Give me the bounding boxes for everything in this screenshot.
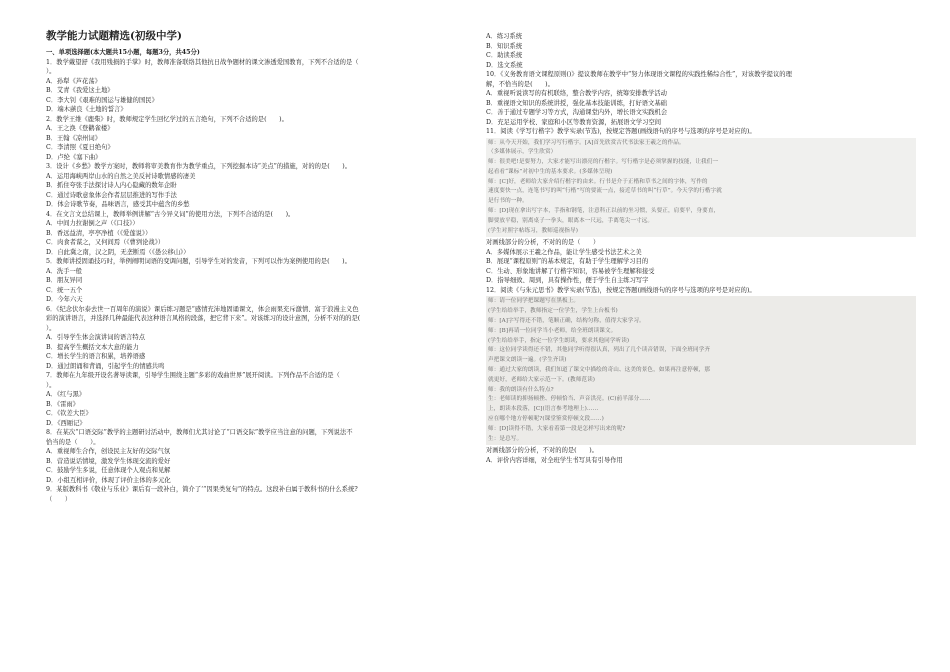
left-column <box>46 48 470 504</box>
text-line: （多媒体展示，学生欣赏） <box>488 149 557 156</box>
text-line: C．增长学生的语言积累，培养语感 <box>46 353 146 360</box>
text-line: C．《钦差大臣》 <box>46 410 92 417</box>
text-line: 4．在文言文总结课上，教师举例讲解“古今异义词”的使用方法，下列不合适的是( )。 <box>46 210 295 218</box>
text-line: 声把课文朗读一遍。(学生齐读) <box>488 357 567 364</box>
text-line: 生：是总写。 <box>488 435 523 442</box>
text-line: A．重视听说读写的有机联络，整合教学内容，统筹安排教学活动 <box>486 90 667 97</box>
text-line: 解，不恰当的是( )。 <box>486 80 554 88</box>
text-line: 师：我的朗读有什么特点? <box>488 386 554 393</box>
text-line: C．统一五个 <box>46 286 83 294</box>
text-line: C．肉食者谋之，又何间焉（《曹刿论战》） <box>46 239 165 246</box>
text-line: （ ） <box>46 495 72 503</box>
text-line: 就更好，老师给大家示范一下。(教师范读) <box>488 376 596 383</box>
text-line: B．《雷雨》 <box>46 400 79 408</box>
text-line: 师：[D]现在拿出写字本，手指和钢笔，注意科正以前的坐习惯，头要正，肩要平，身要直， <box>488 208 720 215</box>
text-line: 应在哪个地方停顿呢?(课堂鉴赏停顿文段……) <box>488 416 604 423</box>
text-line: D．小组互相评价，体现了评价主体的多元化 <box>46 476 171 484</box>
text-line: A．运用海峡两岸山水的自然之美反衬诗歌情感的凄美 <box>46 172 196 180</box>
text-line: C．鼓励学生多说，任意体现个人观点和见解 <box>46 467 171 474</box>
text-line: A．练习系统 <box>486 33 523 40</box>
text-line: 师：[C]好，老师给大家介绍行楷字的由来。行书是介于正楷和草书之间的字体，写作的 <box>488 178 708 185</box>
text-line: 生：老师读的抑扬顿挫、停顿恰当、声音洪亮。(C)前半部分…… <box>488 396 651 403</box>
text-line: A．《红与黑》 <box>46 391 86 398</box>
text-line: 师：[B]再请一位同学当小老师，给全班朗读课文。 <box>488 327 617 334</box>
scanned-transcript-excerpt-1 <box>486 138 916 238</box>
text-line: 对画线部分的分析，不对的的是( )。 <box>486 447 598 455</box>
text-line: B．展现“课程原则”的基本规定，有助于学生理解学习目的 <box>486 258 649 266</box>
right-column <box>486 32 916 465</box>
text-line: 10．《义务教育语文课程原则()》提议教师在教学中“努力体现语文课程的实践性稀综合性”，对该教学提议的理 <box>486 71 792 78</box>
text-line: B．艾青《我爱这土地》 <box>46 87 114 94</box>
text-line: D．体会诗歌节奏，品味语言，感受其中蕴含的乡愁 <box>46 201 190 208</box>
text-line: 1．教学戴望舒《我用残损的手掌》时，教师准备联络其他抗日战争题材的课文渗透爱国教育，下列不合适的是（ <box>46 58 359 66</box>
text-line: C．生动、形象地讲解了行楷字知识，容易被学生理解和接受 <box>486 267 655 275</box>
text-line: 彩的演讲语言，并选择几种最能代表这种语言风格的段落，把它背下来”。对该练习的设计意图，分析不对的的是( <box>46 315 361 322</box>
text-line: A．多媒体展示王羲之作品，能让学生感受书法艺术之美 <box>486 248 642 256</box>
left-question-lines <box>46 58 470 505</box>
text-line: 9．某版教科书《敬业与乐业》课后有一段补白，简介了‘“因果类复句”的特点。这段补白属于教科书的什么系统? <box>46 486 358 493</box>
text-line: D．今年六天 <box>46 296 83 303</box>
text-line: 速度要快一点，连笔书写的叫“行楷”写的要流一点，接近草书的叫“行草”。今天学的行楷字就 <box>488 188 722 195</box>
text-line: B．香远益清，亭亭净植（《爱莲说》） <box>46 229 152 237</box>
text-line: D．端木蕻良《土地的誓言》 <box>46 106 127 113</box>
text-line: 12．阅读《与朱元思书》教学实录(节选)，按规定答题(画线语句的序号与选项的序号是对应的)。 <box>486 286 756 294</box>
text-line: B．提高学生概括文本大意的能力 <box>46 343 139 351</box>
text-line: B．王翰《凉州词》 <box>46 134 102 142</box>
text-line: 上，朗读本段落，[C](语言参考地理上)…… <box>488 406 599 413</box>
text-line: B．抓住夸张手法探讨诗人内心隐藏的数年企盼 <box>46 182 177 189</box>
text-line: A．评价内容详细，对全班学生书写具有引导作用 <box>486 456 623 464</box>
text-line: 恰当的是（ ）。 <box>46 438 100 446</box>
text-line: D．选文系统 <box>486 61 523 69</box>
text-line: 师：很美吧!是要努力，大家才能写出漂亮的行楷字。写行楷字是必须掌握的技能，让我们一 <box>488 159 719 166</box>
scanned-transcript-excerpt-2 <box>486 296 916 445</box>
text-line: 3．设计《乡愁》教学方案时，教师将审美教育作为教学重点，下列挖掘本诗“美点”的措施，对的的是( )。 <box>46 163 352 170</box>
text-line: 对画线部分的分析，不对的的是（ ） <box>486 239 600 247</box>
text-line: B．营造说话情境，激发学生体现交流的爱好 <box>46 457 171 465</box>
right-question-lines-mid <box>486 238 916 295</box>
text-line: 11．阅读《学写行楷字》教学实录(节选)，按规定答题(画线语句的序号与选项的序号是对应的)。 <box>486 128 756 135</box>
text-line: 脚要放平稳，别离桌子一拳头，眼离本一尺远，手离笔尖一寸远。 <box>488 217 654 224</box>
text-line: (学生给给举手，指定一位学生朗读，要求其他同学听读) <box>488 337 630 344</box>
text-line: 7．教师在九年级开设名著导读课，引导学生围绕主题“多彩的戏曲世界”展开阅读。下列作品不合适的是（ <box>46 372 340 379</box>
text-line: B．朋友异同 <box>46 277 83 284</box>
text-line: 是行书的一种。 <box>488 198 528 205</box>
text-line: D．通过朗诵和背诵，引起学生的情感共鸣 <box>46 362 165 370</box>
text-line: 师：这位同学读得还不错，其他同学听得很认真，列出了几个读音错误，下面全班同学齐 <box>488 347 711 354</box>
text-line: D．《西厢记》 <box>46 419 86 427</box>
text-line: D．充足运用学校、家庭和小区等教育资源，拓展语文学习空间 <box>486 118 662 126</box>
text-line: (学生给给举手，教师指定一位学生，学生上台板书) <box>488 308 618 315</box>
text-line: D．卢纶《塞下曲》 <box>46 153 102 161</box>
text-line: C．李清照《夏日绝句》 <box>46 144 114 151</box>
text-line: B．知识系统 <box>486 42 523 50</box>
text-line: 2．教学王维《鹿柴》时，教师规定学生回忆学过的五言绝句，下列不合适的是( )。 <box>46 115 288 123</box>
text-line: D．指导细致、周到，具有操作性，便于学生自主练习写字 <box>486 277 649 285</box>
text-line: 师：[D]读得不错，大家看着第一段是怎样写出来的呢? <box>488 425 626 432</box>
text-line: 师：[A]字写得还不错，笔顺正确，结构匀称，值得大家学习。 <box>488 318 645 325</box>
text-line: 5．教师讲授固诵技巧时，举例阐明词语的变调问题，引导学生对的发音，下列可以作为案例使用的是( )。 <box>46 258 351 265</box>
text-line: A．王之涣《登鹳雀楼》 <box>46 125 114 132</box>
text-line: D．自此冀之南，汉之阴，无垄断焉（《愚公移山》） <box>46 248 190 256</box>
right-question-lines-bottom <box>486 446 916 465</box>
section-title: 一、单项选择题(本大题共15小题，每题3分，共45分) <box>46 49 200 56</box>
text-line: 8．在某次“口语交际”教学的主题研讨活动中，教师们尤其讨论了“口语交际”教学应当注意的问题，下列说法不 <box>46 429 353 436</box>
text-line: 起看看“课标”对初中生的基本要求。(多媒体呈现) <box>488 168 613 175</box>
text-line: ）。 <box>46 381 56 389</box>
text-line: 师：从今天开始，我们学习写行楷字。[A]首先欣赏古代书法家王羲之的作品。 <box>488 139 685 146</box>
text-line: 师：请一位同学把课题写在黑板上。 <box>488 298 580 305</box>
text-line: (学生对照字帖练习，教师巡视指导) <box>488 227 578 234</box>
text-line: C．李大钊《艰难的国运与雄健的国民》 <box>46 96 158 104</box>
text-line: B．重视语文知识的系统讲授，强化基本技能训练，打好语文基础 <box>486 99 667 107</box>
text-line: A．重视师生合作，创设民主友好的交际气氛 <box>46 448 171 455</box>
text-line: A．洗手一般 <box>46 267 83 275</box>
text-line: 师：通过大家的朗读，我们知道了课文中描绘的奇山、这美的景色，如果再注意停顿，那 <box>488 367 711 374</box>
text-line: ）。 <box>46 68 56 75</box>
text-line: A．孙犁《芦花荡》 <box>46 77 101 85</box>
text-line: ）。 <box>46 324 56 332</box>
document-title: 教学能力试题精选(初级中学) <box>46 30 182 42</box>
text-line: A．引导学生体会演讲词的语言特点 <box>46 334 146 341</box>
right-question-lines-top <box>486 32 916 137</box>
text-line: C．善于通过专题学习等方式，沟通课堂内外，增长语文实践机会 <box>486 109 668 116</box>
text-line: 6．《纪念伏尔泰去世一百周年的演说》课后练习题是“感情充沛地固诵课文，体会雨果充斥激情、富于浪漫主义色 <box>46 305 359 313</box>
text-line: C．助读系统 <box>486 52 523 59</box>
text-line: C．通过诗歌意象体会作者层层推进的写作手法 <box>46 191 177 199</box>
text-line: A．中间力拉谢倒之声（《口技》） <box>46 220 139 227</box>
